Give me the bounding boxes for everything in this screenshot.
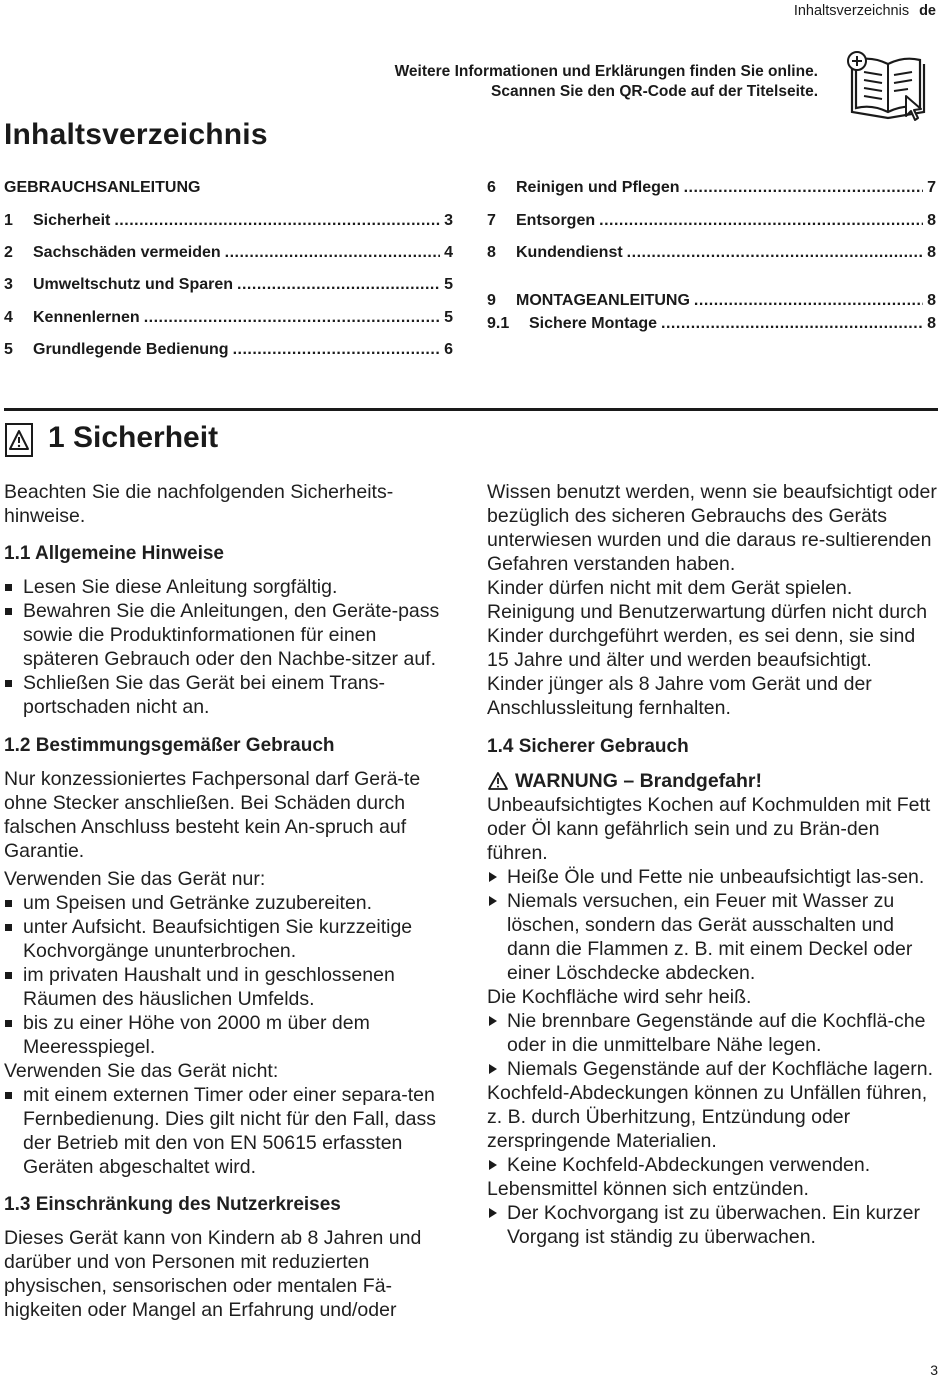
toc-entry[interactable]: [4, 244, 453, 262]
bullet-item: mit einem externen Timer oder einer separa-ten Fernbedienung. Dies gilt nicht für den Fall, dass der Betrieb mit den von EN 50615 erfassten Geräten abgeschaltet wird.: [4, 1083, 454, 1179]
online-manual-book-icon: [844, 50, 934, 122]
paragraph: Nur konzessioniertes Fachpersonal darf Gerä-te ohne Stecker anschließen. Bei Schäden durch falschen Anschluss besteht kein An-spruch auf Garantie.: [4, 768, 421, 862]
toc-label: Sachschäden vermeiden: [33, 244, 221, 261]
arrow-bullet-icon: [489, 1160, 497, 1170]
toc-entry[interactable]: [487, 212, 936, 230]
toc-entry[interactable]: [487, 244, 936, 262]
instruction-item: [487, 1057, 937, 1081]
toc-number: 5: [4, 341, 13, 358]
instruction-item: [487, 889, 937, 985]
paragraph: Verwenden Sie das Gerät nicht:: [4, 1060, 279, 1082]
toc-label: Entsorgen: [516, 212, 596, 229]
warning-icon: [487, 771, 509, 791]
toc-number: 8: [487, 244, 496, 261]
paragraph: Lebensmittel können sich entzünden.: [487, 1178, 809, 1200]
instruction-text: Niemals versuchen, ein Feuer mit Wasser zu löschen, sondern das Gerät ausschalten und dann die Flammen z. B. mit einem Deckel oder einer Löschdecke abdecken.: [507, 890, 913, 984]
toc-number: 9.1: [487, 315, 510, 332]
section-divider: [4, 408, 938, 411]
left-column: [4, 480, 454, 1322]
instruction-text: Keine Kochfeld-Abdeckungen verwenden.: [507, 1154, 871, 1176]
paragraph: Reinigung und Benutzerwartung dürfen nicht durch Kinder durchgeführt werden, es sei denn, sie sind 15 Jahre und älter und werden beaufsichtigt.: [487, 601, 928, 671]
online-info-line-2: Scannen Sie den QR-Code auf der Titelseite.: [490, 83, 818, 100]
paragraph: Die Kochfläche wird sehr heiß.: [487, 986, 752, 1008]
instruction-text: Nie brennbare Gegenstände auf die Kochflä-che oder in die unmittelbare Nähe legen.: [507, 1010, 926, 1056]
toc-page: 7: [927, 179, 936, 196]
toc-leader-dots: [599, 212, 923, 230]
toc-page: 8: [927, 315, 936, 332]
bullet-item: um Speisen und Getränke zuzubereiten.: [4, 891, 454, 915]
subsection-heading: 1.4 Sicherer Gebrauch: [487, 736, 689, 757]
language-code: de: [919, 3, 936, 19]
paragraph: Kochfeld-Abdeckungen können zu Unfällen führen, z. B. durch Überhitzung, Entzündung oder zerspringende Materialien.: [487, 1082, 928, 1152]
online-info-line-1: Weitere Informationen und Erklärungen finden Sie online.: [394, 63, 818, 80]
right-column: [487, 480, 937, 1249]
instruction-text: Niemals Gegenstände auf der Kochfläche lagern.: [507, 1058, 934, 1080]
toc-number: 6: [487, 179, 496, 196]
toc-leader-dots: [694, 292, 923, 310]
page-title: Inhaltsverzeichnis: [4, 118, 268, 151]
toc-page: 5: [444, 276, 453, 293]
toc-page: 3: [444, 212, 453, 229]
toc-entry[interactable]: [4, 309, 453, 327]
toc-number: 7: [487, 212, 496, 229]
toc-heading: GEBRAUCHSANLEITUNG: [4, 179, 201, 196]
instruction-text: Der Kochvorgang ist zu überwachen. Ein kurzer Vorgang ist ständig zu überwachen.: [507, 1202, 920, 1248]
instruction-item: [487, 1201, 937, 1249]
toc-leader-dots: [237, 276, 440, 294]
toc-leader-dots: [661, 315, 923, 333]
bullet-item: Schließen Sie das Gerät bei einem Trans-portschaden nicht an.: [4, 671, 454, 719]
toc-entry[interactable]: [487, 315, 936, 333]
subsection-heading: 1.1 Allgemeine Hinweise: [4, 543, 224, 564]
toc-label: Sicherheit: [33, 212, 111, 229]
toc-entry[interactable]: [487, 179, 936, 197]
running-title: Inhaltsverzeichnis: [793, 3, 910, 19]
toc-label: Reinigen und Pflegen: [516, 179, 680, 196]
instruction-item: [487, 865, 937, 889]
paragraph: Kinder dürfen nicht mit dem Gerät spielen.: [487, 577, 853, 599]
toc-leader-dots: [114, 212, 440, 230]
arrow-bullet-icon: [489, 1064, 497, 1074]
toc-page: 8: [927, 212, 936, 229]
arrow-bullet-icon: [489, 1208, 497, 1218]
toc-label: MONTAGEANLEITUNG: [516, 292, 690, 309]
bullet-item: unter Aufsicht. Beaufsichtigen Sie kurzzeitige Kochvorgänge ununterbrochen.: [4, 915, 454, 963]
toc-label: Kundendienst: [516, 244, 623, 261]
toc-page: 5: [444, 309, 453, 326]
toc-number: 3: [4, 276, 13, 293]
toc-leader-dots: [684, 179, 924, 197]
warning-text: WARNUNG – Brandgefahr!: [515, 770, 763, 792]
toc-entry[interactable]: [487, 292, 936, 310]
paragraph: Unbeaufsichtigtes Kochen auf Kochmulden mit Fett oder Öl kann gefährlich sein und zu Brän-den führen.: [487, 794, 931, 864]
toc-number: 1: [4, 212, 13, 229]
instruction-item: [487, 1153, 937, 1177]
toc-leader-dots: [627, 244, 923, 262]
arrow-bullet-icon: [489, 872, 497, 882]
arrow-bullet-icon: [489, 896, 497, 906]
paragraph: Kinder jünger als 8 Jahre vom Gerät und der Anschlussleitung fernhalten.: [487, 673, 872, 719]
toc-page: 8: [927, 244, 936, 261]
toc-number: 4: [4, 309, 13, 326]
bullet-item: bis zu einer Höhe von 2000 m über dem Meeresspiegel.: [4, 1011, 454, 1059]
paragraph: Verwenden Sie das Gerät nur:: [4, 868, 266, 890]
toc-entry[interactable]: [4, 341, 453, 359]
running-header: [794, 3, 936, 19]
subsection-heading: 1.2 Bestimmungsgemäßer Gebrauch: [4, 735, 335, 756]
subsection-heading: 1.3 Einschränkung des Nutzerkreises: [4, 1194, 341, 1215]
instruction-item: [487, 1009, 937, 1057]
toc-label: Sichere Montage: [529, 315, 658, 332]
toc-leader-dots: [233, 341, 441, 359]
bullet-item: Bewahren Sie die Anleitungen, den Geräte-pass sowie die Produktinformationen für einen späteren Gebrauch oder den Nachbe-sitzer auf.: [4, 599, 454, 671]
instruction-text: Heiße Öle und Fette nie unbeaufsichtigt las-sen.: [507, 866, 925, 888]
toc-entry[interactable]: [4, 212, 453, 230]
toc-label: Kennenlernen: [33, 309, 140, 326]
toc-leader-dots: [225, 244, 440, 262]
toc-number: 2: [4, 244, 13, 261]
toc-number: 9: [487, 292, 496, 309]
section-title: 1 Sicherheit: [48, 421, 219, 454]
toc-entry[interactable]: [4, 276, 453, 294]
intro-paragraph: Beachten Sie die nachfolgenden Sicherheits-hinweise.: [4, 481, 394, 527]
toc-label: Umweltschutz und Sparen: [33, 276, 234, 293]
toc-leader-dots: [144, 309, 440, 327]
page-number: 3: [930, 1362, 938, 1378]
online-info-note: [395, 62, 818, 102]
paragraph: Dieses Gerät kann von Kindern ab 8 Jahren und darüber und von Personen mit reduzierten physischen, sensorischen oder mentalen Fä-higkeiten oder Mangel an Erfahrung und/oder: [4, 1227, 422, 1321]
bullet-item: Lesen Sie diese Anleitung sorgfältig.: [4, 575, 454, 599]
toc-page: 4: [444, 244, 453, 261]
toc-label: Grundlegende Bedienung: [33, 341, 229, 358]
arrow-bullet-icon: [489, 1016, 497, 1026]
warning-triangle-icon: [5, 423, 33, 457]
bullet-item: im privaten Haushalt und in geschlossenen Räumen des häuslichen Umfelds.: [4, 963, 454, 1011]
toc-page: 8: [927, 292, 936, 309]
warning-line: [487, 769, 937, 793]
toc-page: 6: [444, 341, 453, 358]
paragraph: Wissen benutzt werden, wenn sie beaufsichtigt oder bezüglich des sicheren Gebrauchs des Geräts unterwiesen wurden und die daraus re-sultierenden Gefahren verstanden haben.: [487, 481, 937, 575]
